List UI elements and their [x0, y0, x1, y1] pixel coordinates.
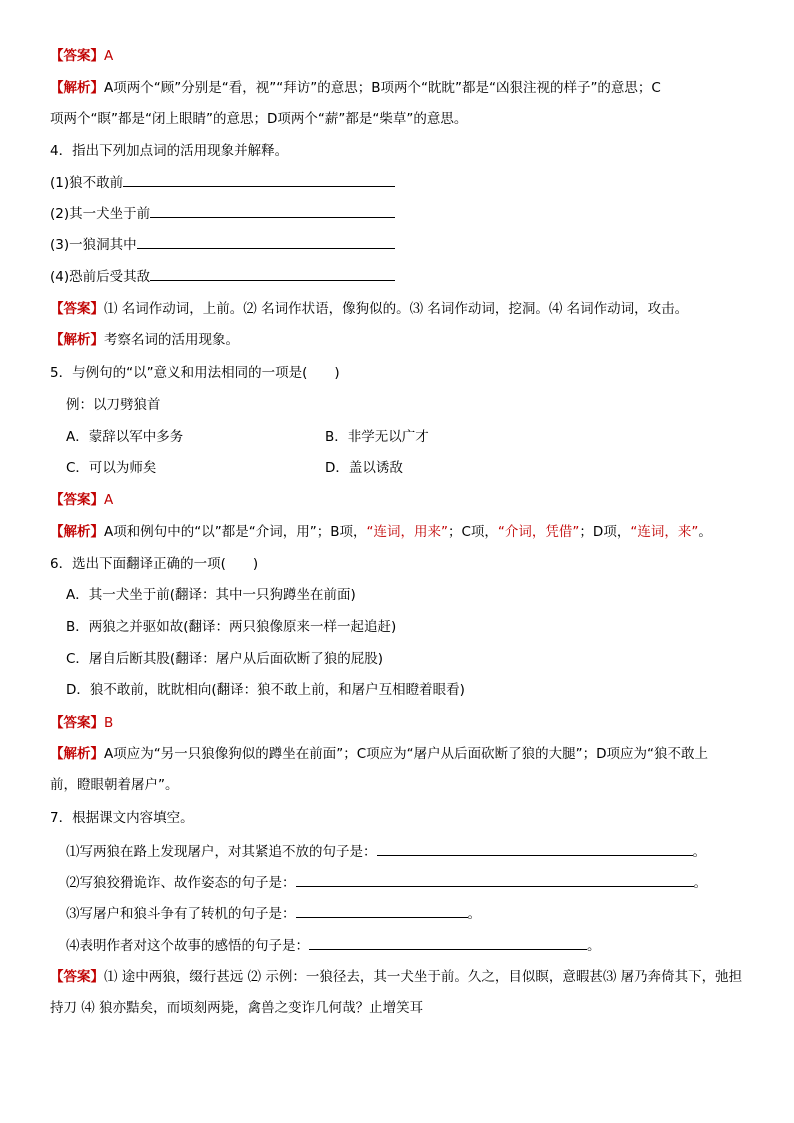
q5-option-b: B．非学无以广才: [325, 429, 429, 445]
q5-option-a: A．蒙辞以军中多务: [66, 429, 184, 445]
item-text: (2)其一犬坐于前: [50, 206, 151, 222]
item-text: (1)狼不敢前: [50, 175, 124, 191]
analysis-text: A项和例句中的“以”都是“介词，用”；B项，: [104, 524, 367, 540]
q6-stem: 6．选出下面翻译正确的一项( ): [50, 556, 259, 572]
answer-value: A: [104, 492, 114, 508]
fill-blank[interactable]: [150, 205, 395, 218]
analysis-tag: 【解析】: [50, 332, 104, 348]
q4-answer-line: [50, 300, 688, 318]
analysis-text: ；D项，: [579, 524, 631, 540]
answer-tag: 【答案】: [50, 492, 104, 508]
q3-answer-line: [50, 47, 113, 65]
analysis-text: 考察名词的活用现象。: [104, 332, 239, 348]
item-text: ⑷表明作者对这个故事的感悟的句子是：: [66, 938, 309, 954]
q6-option-c: C．屠自后断其股(翻译：屠户从后面砍断了狼的屁股): [66, 651, 383, 667]
fill-blank[interactable]: [150, 268, 395, 281]
analysis-text: ；C项，: [447, 524, 498, 540]
analysis-highlight: “连词，用来”: [366, 524, 448, 540]
fill-blank[interactable]: [309, 937, 587, 950]
analysis-tag: 【解析】: [50, 746, 104, 762]
answer-tag: 【答案】: [50, 301, 104, 317]
fill-blank[interactable]: [296, 905, 468, 918]
q7-answer-block: [50, 962, 750, 1024]
q4-analysis-line: [50, 331, 239, 349]
q7-item-3: [66, 905, 481, 923]
q6-option-b: B．两狼之并驱如故(翻译：两只狼像原来一样一起追赶): [66, 619, 397, 635]
fill-blank[interactable]: [377, 843, 693, 856]
end-mark: 。: [587, 938, 601, 954]
fill-blank[interactable]: [123, 174, 395, 187]
q4-item-4: [50, 268, 395, 286]
q5-option-c: C．可以为师矣: [66, 460, 157, 476]
fill-blank[interactable]: [137, 236, 395, 249]
answer-value: ⑴ 名词作动词，上前。⑵ 名词作状语，像狗似的。⑶ 名词作动词，挖洞。⑷ 名词作动词，攻击。: [104, 301, 689, 317]
q5-stem: 5．与例句的“以”意义和用法相同的一项是( ): [50, 365, 340, 381]
analysis-text: A项两个“顾”分别是“看，视”“拜访”的意思；B项两个“眈眈”都是“凶狠注视的样子”的意思；C: [104, 80, 661, 96]
q6-analysis-line1: [50, 745, 708, 763]
q3-analysis-line1: [50, 79, 661, 97]
q7-item-2: [66, 874, 707, 892]
answer-tag: 【答案】: [50, 48, 104, 64]
end-mark: 。: [692, 844, 706, 860]
analysis-tag: 【解析】: [50, 524, 104, 540]
q4-item-2: [50, 205, 395, 223]
fill-blank[interactable]: [296, 874, 694, 887]
q5-answer-line: [50, 491, 113, 509]
q7-stem: 7．根据课文内容填空。: [50, 810, 194, 826]
analysis-text: 。: [698, 524, 712, 540]
q5-example: 例：以刀劈狼首: [66, 397, 161, 413]
q4-stem: 4．指出下列加点词的活用现象并解释。: [50, 143, 289, 159]
q7-item-4: [66, 937, 601, 955]
analysis-highlight: “介词，凭借”: [497, 524, 580, 540]
analysis-highlight: “连词，来”: [630, 524, 699, 540]
item-text: (3)一狼洞其中: [50, 237, 137, 253]
answer-tag: 【答案】: [50, 715, 104, 731]
q4-item-1: [50, 174, 395, 192]
answer-value: A: [104, 48, 114, 64]
q6-answer-line: [50, 714, 113, 732]
end-mark: 。: [693, 875, 707, 891]
item-text: (4)恐前后受其敌: [50, 269, 151, 285]
q6-analysis-line2: 前，瞪眼朝着屠户”。: [50, 777, 179, 793]
q5-option-d: D．盖以诱敌: [325, 460, 403, 476]
q3-analysis-line2: 项两个“瞑”都是“闭上眼睛”的意思；D项两个“薪”都是“柴草”的意思。: [50, 111, 468, 127]
answer-value: B: [104, 715, 114, 731]
analysis-tag: 【解析】: [50, 80, 104, 96]
q6-option-d: D．狼不敢前，眈眈相向(翻译：狼不敢上前，和屠户互相瞪着眼看): [66, 682, 465, 698]
item-text: ⑵写狼狡猾诡诈、故作姿态的句子是：: [66, 875, 296, 891]
q7-item-1: [66, 843, 706, 861]
item-text: ⑶写屠户和狼斗争有了转机的句子是：: [66, 906, 296, 922]
answer-value: ⑴ 途中两狼，缀行甚远 ⑵ 示例：一狼径去，其一犬坐于前。久之，目似瞑，意暇甚⑶ 屠乃奔倚其下，弛担持刀 ⑷ 狼亦黠矣，而顷刻两毙，禽兽之变诈几何哉？止增笑耳: [50, 969, 743, 1016]
answer-tag: 【答案】: [50, 969, 104, 985]
analysis-text: A项应为“另一只狼像狗似的蹲坐在前面”；C项应为“屠户从后面砍断了狼的大腿”；D项应为“狼不敢上: [104, 746, 709, 762]
q6-option-a: A．其一犬坐于前(翻译：其中一只狗蹲坐在前面): [66, 587, 356, 603]
end-mark: 。: [467, 906, 481, 922]
item-text: ⑴写两狼在路上发现屠户，对其紧追不放的句子是：: [66, 844, 377, 860]
q5-analysis-line: [50, 523, 712, 541]
q4-item-3: [50, 236, 395, 254]
